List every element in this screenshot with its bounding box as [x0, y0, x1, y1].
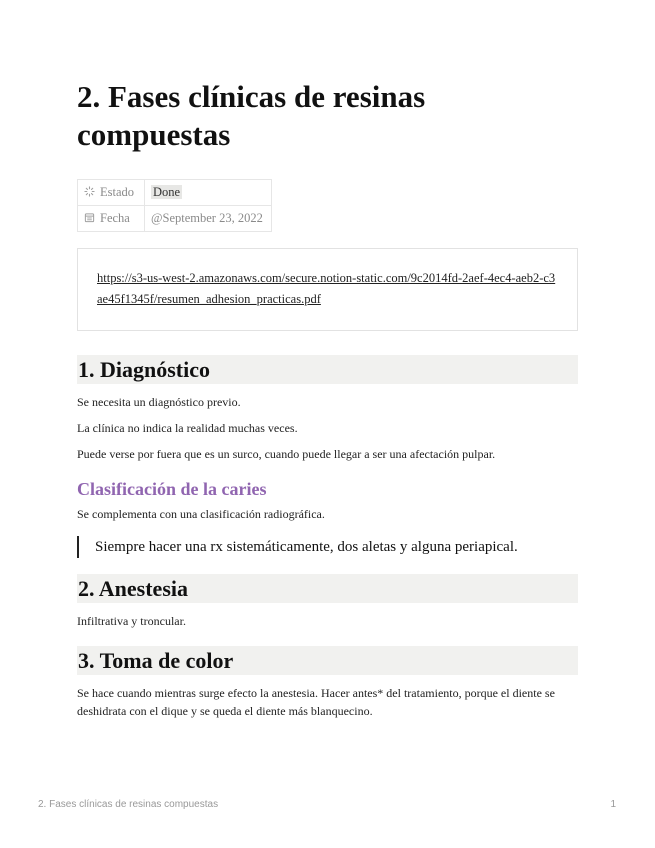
- paragraph: Infiltrativa y troncular.: [77, 614, 186, 628]
- status-badge[interactable]: Done: [153, 185, 181, 199]
- heading-anestesia: 2. Anestesia: [77, 574, 578, 603]
- paragraph: Se complementa con una clasificación radiográfica.: [77, 507, 325, 521]
- property-key: [78, 180, 145, 206]
- property-value[interactable]: [145, 180, 272, 206]
- heading-diagnostico: 1. Diagnóstico: [77, 355, 578, 384]
- page-content: [77, 78, 578, 720]
- property-key: [78, 206, 145, 232]
- page-footer: [38, 799, 616, 810]
- file-embed: [77, 248, 578, 331]
- heading-toma-de-color: 3. Toma de color: [77, 646, 578, 675]
- property-key-label: Estado: [100, 185, 135, 199]
- property-row-estado: [78, 180, 272, 206]
- page-number: 1: [610, 799, 616, 810]
- calendar-icon: [84, 212, 95, 223]
- paragraph: Puede verse por fuera que es un surco, cuando puede llegar a ser una afectación pulpar.: [77, 447, 496, 461]
- page-title: 2. Fases clínicas de resinas compuestas: [77, 79, 426, 152]
- properties-table: [77, 179, 272, 232]
- footer-title: 2. Fases clínicas de resinas compuestas: [38, 799, 219, 810]
- status-icon: [84, 186, 95, 197]
- paragraph: La clínica no indica la realidad muchas veces.: [77, 421, 298, 435]
- subheading-clasificacion: Clasificación de la caries: [77, 479, 267, 499]
- quote-block: Siempre hacer una rx sistemáticamente, dos aletas y alguna periapical.: [77, 536, 578, 558]
- paragraph: Se necesita un diagnóstico previo.: [77, 395, 241, 409]
- file-link[interactable]: https://s3-us-west-2.amazonaws.com/secure.notion-static.com/9c2014fd-2aef-4ec4-aeb2-c3ae45f1345f/resumen_adhesion_practicas.pdf: [97, 271, 556, 306]
- property-key-label: Fecha: [100, 211, 130, 225]
- property-row-fecha: [78, 206, 272, 232]
- property-value[interactable]: @September 23, 2022: [145, 206, 272, 232]
- paragraph: Se hace cuando mientras surge efecto la anestesia. Hacer antes* del tratamiento, porque el diente se deshidrata con el dique y se queda el diente más blanquecino.: [77, 686, 555, 718]
